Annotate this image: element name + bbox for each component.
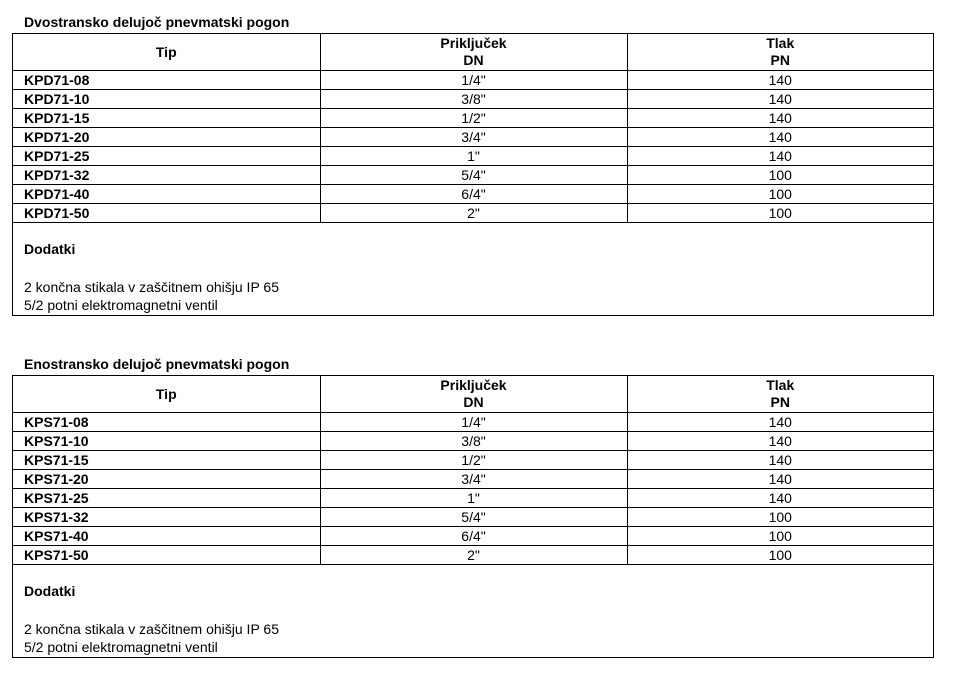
section-double-acting	[12, 12, 934, 316]
cell-pn: 100	[627, 508, 933, 527]
cell-dn: 3/4"	[320, 128, 627, 147]
cell-tip: KPD71-20	[13, 128, 320, 147]
header-row	[13, 376, 933, 413]
addons-title: Dodatki	[24, 241, 76, 257]
cell-tip: KPD71-32	[13, 166, 320, 185]
cell-dn: 3/8"	[320, 90, 627, 109]
table-row	[13, 128, 933, 147]
cell-dn: 6/4"	[320, 527, 627, 546]
cell-pn: 100	[627, 546, 933, 565]
cell-dn: 2"	[320, 546, 627, 565]
cell-dn: 3/8"	[320, 432, 627, 451]
cell-dn: 3/4"	[320, 470, 627, 489]
cell-dn: 1/4"	[320, 71, 627, 90]
column-header-tip: Tip	[13, 376, 320, 413]
table-row	[13, 413, 933, 432]
column-header-dn: Priključek DN	[320, 376, 627, 413]
addons-item: 5/2 potni elektromagnetni ventil	[24, 639, 218, 655]
spec-box	[12, 33, 934, 316]
table-row	[13, 508, 933, 527]
section-single-acting	[12, 354, 934, 658]
table-row	[13, 546, 933, 565]
cell-dn: 2"	[320, 204, 627, 223]
cell-pn: 140	[627, 470, 933, 489]
cell-tip: KPS71-50	[13, 546, 320, 565]
header-row	[13, 34, 933, 71]
cell-pn: 100	[627, 185, 933, 204]
column-header-tip: Tip	[13, 34, 320, 71]
table-row	[13, 109, 933, 128]
cell-pn: 140	[627, 128, 933, 147]
cell-tip: KPD71-10	[13, 90, 320, 109]
section-title: Enostransko delujoč pnevmatski pogon	[24, 356, 290, 372]
cell-pn: 140	[627, 90, 933, 109]
cell-tip: KPD71-15	[13, 109, 320, 128]
cell-dn: 1/2"	[320, 451, 627, 470]
cell-tip: KPD71-50	[13, 204, 320, 223]
cell-pn: 140	[627, 109, 933, 128]
table-row	[13, 527, 933, 546]
cell-tip: KPS71-08	[13, 413, 320, 432]
addons-block	[13, 223, 933, 315]
table-row	[13, 147, 933, 166]
cell-pn: 140	[627, 71, 933, 90]
cell-pn: 140	[627, 432, 933, 451]
cell-tip: KPS71-10	[13, 432, 320, 451]
table-row	[13, 470, 933, 489]
cell-pn: 140	[627, 451, 933, 470]
table-row	[13, 204, 933, 223]
table-row	[13, 90, 933, 109]
cell-dn: 6/4"	[320, 185, 627, 204]
cell-tip: KPD71-40	[13, 185, 320, 204]
cell-dn: 5/4"	[320, 166, 627, 185]
cell-dn: 1"	[320, 489, 627, 508]
cell-pn: 100	[627, 204, 933, 223]
cell-pn: 140	[627, 489, 933, 508]
addons-item: 2 končna stikala v zaščitnem ohišju IP 65	[24, 621, 279, 637]
table-row	[13, 489, 933, 508]
table-row	[13, 71, 933, 90]
table-row	[13, 185, 933, 204]
section-title: Dvostransko delujoč pnevmatski pogon	[24, 14, 290, 30]
addons-item: 5/2 potni elektromagnetni ventil	[24, 297, 218, 313]
cell-tip: KPS71-20	[13, 470, 320, 489]
column-header-pn: Tlak PN	[627, 34, 933, 71]
cell-pn: 100	[627, 527, 933, 546]
cell-tip: KPD71-25	[13, 147, 320, 166]
column-header-pn: Tlak PN	[627, 376, 933, 413]
cell-pn: 140	[627, 147, 933, 166]
cell-tip: KPS71-32	[13, 508, 320, 527]
cell-dn: 1/4"	[320, 413, 627, 432]
cell-dn: 1/2"	[320, 109, 627, 128]
cell-pn: 100	[627, 166, 933, 185]
cell-pn: 140	[627, 413, 933, 432]
column-header-dn: Priključek DN	[320, 34, 627, 71]
table-row	[13, 166, 933, 185]
table-row	[13, 432, 933, 451]
cell-dn: 5/4"	[320, 508, 627, 527]
cell-tip: KPS71-15	[13, 451, 320, 470]
addons-item: 2 končna stikala v zaščitnem ohišju IP 65	[24, 279, 279, 295]
table-row	[13, 451, 933, 470]
cell-tip: KPS71-40	[13, 527, 320, 546]
spec-table	[13, 376, 933, 565]
addons-title: Dodatki	[24, 583, 76, 599]
spec-box	[12, 375, 934, 658]
spec-table	[13, 34, 933, 223]
cell-tip: KPD71-08	[13, 71, 320, 90]
cell-tip: KPS71-25	[13, 489, 320, 508]
cell-dn: 1"	[320, 147, 627, 166]
addons-block	[13, 565, 933, 657]
